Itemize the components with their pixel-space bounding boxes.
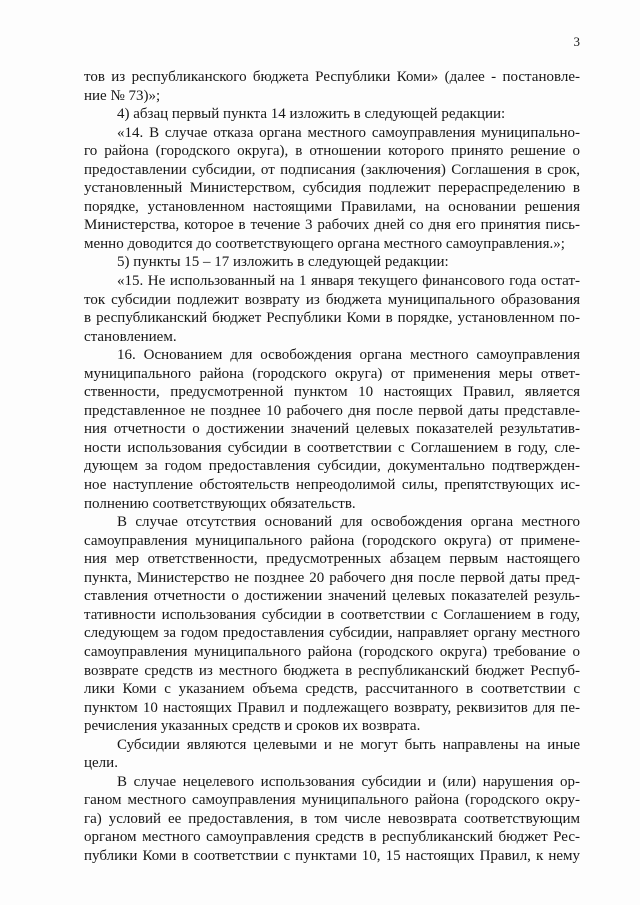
text-line: самоуправления муниципального района (городского округа) требование о <box>84 643 580 660</box>
text-line: возврате средств из местного бюджета в республиканский бюджет Респуб- <box>84 662 580 679</box>
paragraph <box>84 272 580 346</box>
text-line: ности использования субсидии в соответствии с Соглашением в году, сле- <box>84 439 580 456</box>
text-line: в республиканский бюджет Республики Коми в порядке, установленном по- <box>84 310 580 327</box>
text-line: Министерства, которое в течение 3 рабочих дней со дня его принятия пись- <box>84 217 580 234</box>
text-line: установленный Министерством, субсидия подлежит перераспределению в <box>84 180 580 197</box>
text-line: 5) пункты 15 – 17 изложить в следующей редакции: <box>117 254 449 271</box>
paragraph <box>84 736 580 773</box>
text-line: цели. <box>84 755 118 772</box>
text-line: ставления отчетности о достижении значений целевых показателей резуль- <box>84 588 580 605</box>
text-line: следующем за годом предоставления субсидии, направляет органу местного <box>84 625 580 642</box>
text-line: Субсидии являются целевыми и не могут быть направлены на иные <box>117 736 580 753</box>
text-line: ния мер ответственности, предусмотренных абзацем первым настоящего <box>84 551 580 568</box>
text-line: пункта, Министерство не позднее 20 рабочего дня после первой даты пред- <box>84 569 580 586</box>
text-line: полнению соответствующих обязательств. <box>84 495 356 512</box>
text-line: пунктом 10 настоящих Правил и подлежащего возврату, реквизитов для пе- <box>84 699 580 716</box>
paragraph <box>84 105 580 124</box>
text-line: представленное не позднее 10 рабочего дня после первой даты представле- <box>84 402 580 419</box>
text-line: самоуправления муниципального района (городского округа) от примене- <box>84 532 580 549</box>
paragraph <box>84 513 580 736</box>
text-line: 4) абзац первый пункта 14 изложить в следующей редакции: <box>117 106 506 123</box>
text-line: го района (городского округа), в отношении которого принято решение о <box>84 143 580 160</box>
text-line: ние № 73)»; <box>84 87 161 104</box>
text-line: «14. В случае отказа органа местного самоуправления муниципально- <box>117 124 580 141</box>
paragraph <box>84 68 580 105</box>
text-line: ганом местного самоуправления муниципального района (городского окру- <box>84 792 580 809</box>
text-line: становлением. <box>84 328 177 345</box>
text-line: ное наступление обстоятельств непреодолимой силы, препятствующих ис- <box>84 477 580 494</box>
text-line: ния отчетности о достижении значений целевых показателей результатив- <box>84 421 580 438</box>
text-line: ток субсидии подлежит возврату из бюджета муниципального образования <box>84 291 580 308</box>
text-line: дующем за годом предоставления субсидии, документально подтвержден- <box>84 458 580 475</box>
text-line: речисления указанных средств и сроков их возврата. <box>84 718 421 735</box>
text-line: публики Коми в соответствии с пунктами 10, 15 настоящих Правил, к нему <box>84 847 580 864</box>
text-line: лики Коми с указанием объема средств, рассчитанного в соответствии с <box>84 681 580 698</box>
paragraph <box>84 253 580 272</box>
text-line: тативности использования субсидии в соответствии с Соглашением в году, <box>84 606 580 623</box>
text-line: порядке, установленном настоящими Правилами, на основании решения <box>84 198 580 215</box>
text-line: га) условий ее предоставления, в том числе невозврата соответствующим <box>84 810 580 827</box>
text-line: В случае отсутствия оснований для освобождения органа местного <box>117 514 580 531</box>
text-line: менно доводится до соответствующего органа местного самоуправления.»; <box>84 235 565 252</box>
page-number: 3 <box>573 34 580 49</box>
text-line: органом местного самоуправления средств в республиканский бюджет Рес- <box>84 829 580 846</box>
text-line: «15. Не использованный на 1 января текущего финансового года остат- <box>117 273 580 290</box>
paragraph <box>84 124 580 254</box>
paragraph <box>84 346 580 513</box>
text-line: ственности, предусмотренной пунктом 10 настоящих Правил, является <box>84 384 580 401</box>
text-line: В случае нецелевого использования субсидии и (или) нарушения ор- <box>117 773 580 790</box>
text-line: тов из республиканского бюджета Республики Коми» (далее - постановле- <box>84 69 580 85</box>
text-line: 16. Основанием для освобождения органа местного самоуправления <box>117 347 580 364</box>
text-line: муниципального района (городского округа) от применения меры ответ- <box>84 365 580 382</box>
text-line: предоставлении субсидии, от подписания (заключения) Соглашения в срок, <box>84 161 580 178</box>
document-body <box>84 68 580 866</box>
paragraph <box>84 773 580 866</box>
